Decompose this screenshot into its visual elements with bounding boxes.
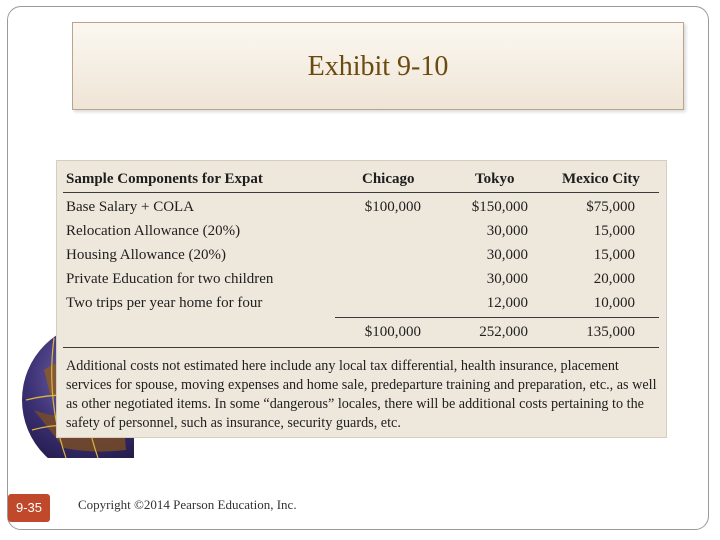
chicago-total: $100,000 [364, 324, 421, 340]
mexico-city-value: $75,000 [586, 199, 635, 215]
copyright-text: Copyright ©2014 Pearson Education, Inc. [78, 497, 297, 512]
exhibit-table [56, 160, 667, 438]
table-header-mexico-city: Mexico City [562, 171, 640, 187]
mexico-city-value: 20,000 [593, 271, 635, 287]
table-header-components: Sample Components for Expat [66, 171, 263, 187]
tokyo-value: 30,000 [486, 271, 528, 287]
title-box [72, 22, 684, 110]
tokyo-value: 30,000 [486, 247, 528, 263]
mexico-city-value: 15,000 [593, 247, 635, 263]
table-row [57, 295, 666, 319]
row-label: Relocation Allowance (20%) [66, 223, 241, 239]
tokyo-value: $150,000 [471, 199, 528, 215]
mexico-city-value: 10,000 [593, 295, 635, 311]
table-header-chicago: Chicago [362, 171, 415, 187]
table-row [57, 247, 666, 271]
slide-title: Exhibit 9-10 [307, 51, 449, 82]
chicago-value: $100,000 [364, 199, 421, 215]
table-row [57, 271, 666, 295]
header-rule [63, 192, 659, 193]
tokyo-value: 12,000 [486, 295, 528, 311]
tokyo-value: 30,000 [486, 223, 528, 239]
mexico-city-total: 135,000 [586, 324, 635, 340]
totals-row [57, 324, 666, 348]
subtotal-rule [335, 317, 659, 318]
mexico-city-value: 15,000 [593, 223, 635, 239]
table-row [57, 223, 666, 247]
slide-number-badge: 9-35 [8, 494, 50, 522]
table-row [57, 199, 666, 223]
row-label: Housing Allowance (20%) [66, 247, 226, 263]
tokyo-total: 252,000 [479, 324, 528, 340]
totals-rule [63, 347, 659, 348]
row-label: Two trips per year home for four [66, 295, 263, 311]
row-label: Base Salary + COLA [66, 199, 195, 215]
table-header-tokyo: Tokyo [475, 171, 515, 187]
footnote: Additional costs not estimated here include any local tax differential, health insurance, placement services for spouse, moving expenses and home sale, predeparture training and preparation, etc., as well as other negotiated items. In some “dangerous” locales, there will be additional costs pertaining to the safety of personnel, such as insurance, security guards, etc. [66, 358, 657, 431]
row-label: Private Education for two children [66, 271, 274, 287]
